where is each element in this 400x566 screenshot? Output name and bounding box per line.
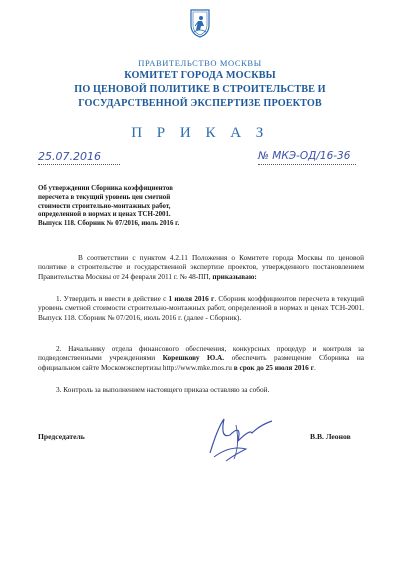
committee-name-line2: ПО ЦЕНОВОЙ ПОЛИТИКЕ В СТРОИТЕЛЬСТВЕ И: [74, 84, 326, 95]
moscow-coat-of-arms-icon: [189, 8, 211, 38]
committee-name-line3: ГОСУДАРСТВЕННОЙ ЭКСПЕРТИЗЕ ПРОЕКТОВ: [78, 98, 322, 109]
item1-text-end: . Сборник коэффициентов пересчета в текущий уровень сметной стоимости строительно-монтажных работ, определенной в нормах и ценах ТСН-2001. Выпуск 118. Сборник № 07/2016, июль 2016 г. (далее - Сборник).: [38, 294, 364, 322]
item3-text: 3. Контроль за выполнением настоящего приказа оставляю за собой.: [56, 385, 270, 394]
number-underline: [258, 164, 356, 165]
subject-line: пересчета в текущий уровень цен сметной: [38, 193, 171, 201]
subject-line: Выпуск 118. Сборник № 07/2016, июль 2016 г.: [38, 220, 180, 228]
order-item-3: [38, 385, 364, 394]
order-item-2: [38, 344, 364, 372]
item1-text-start: 1. Утвердить и ввести в действие с: [56, 294, 169, 303]
handwritten-date: 25.07.2016: [38, 150, 101, 163]
preamble-paragraph: [38, 253, 364, 281]
preamble-text: В соответствии с пунктом 4.2.11 Положения о Комитете города Москвы по ценовой политике в строительстве и государственной экспертизе проектов, утвержденного постановлением Правительства Москвы от 24 февраля 2011 г. № 48-ПП,: [38, 253, 364, 281]
item2-text-start: 2. Начальнику отдела финансового обеспечения, конкурсных процедур и контроля за подведомственными учреждениями: [38, 344, 364, 363]
document-type-title: П Р И К А З: [131, 125, 269, 141]
signatory-title: Председатель: [38, 432, 85, 441]
date-underline: [38, 164, 120, 165]
item2-deadline: в срок до 25 июля 2016 г: [233, 362, 314, 372]
order-item-1: [38, 294, 364, 322]
item1-effective-date: 1 июля 2016 г: [168, 294, 215, 303]
item2-responsible-person: Корешкову Ю.А.: [162, 353, 225, 363]
item2-text-end: .: [313, 362, 316, 372]
preamble-order-word: приказываю:: [210, 271, 257, 281]
subject-line: стоимости строительно-монтажных работ,: [38, 202, 171, 210]
signatory-name: В.В. Леонов: [310, 432, 351, 441]
order-subject: [38, 185, 238, 229]
subject-line: Об утверждении Сборника коэффициентов: [38, 185, 173, 192]
handwritten-number: № МКЭ-ОД/16-36: [258, 150, 351, 162]
handwritten-signature: [190, 405, 280, 465]
committee-name-line1: КОМИТЕТ ГОРОДА МОСКВЫ: [124, 70, 276, 81]
item2-text-middle: обеспечить размещение Сборника на официальном сайте Москомэкспертизы http://www.mke.mos.ru: [38, 353, 365, 372]
government-name: ПРАВИТЕЛЬСТВО МОСКВЫ: [138, 58, 262, 68]
subject-line: определенной в нормах и ценах ТСН-2001.: [38, 211, 171, 219]
